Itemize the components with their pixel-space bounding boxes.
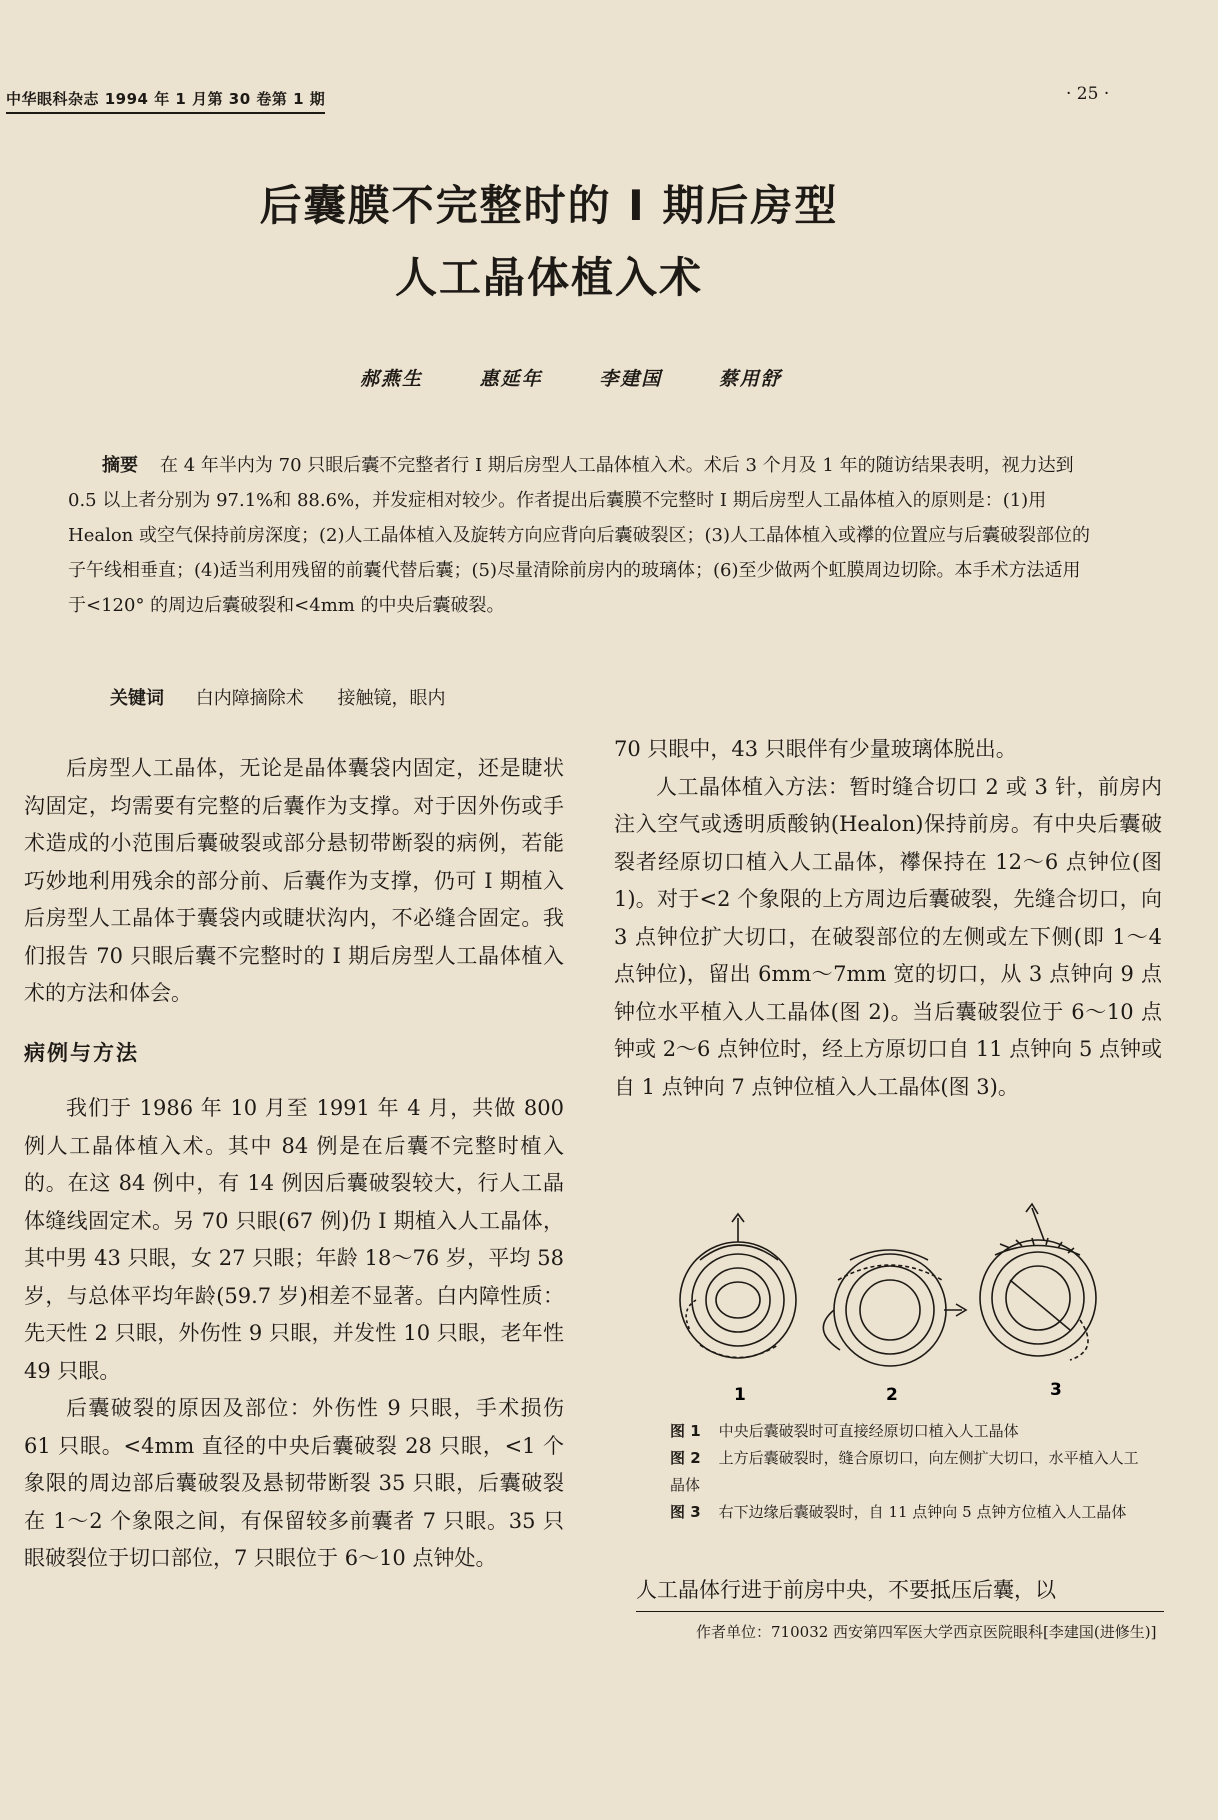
figure-caption: 图 1 中央后囊破裂时可直接经原切口植入人工晶体 [670,1422,1019,1440]
figure-illustration [660,1200,1130,1410]
author-affiliation [668,1618,1168,1647]
body-paragraph: 人工晶体植入方法：暂时缝合切口 2 或 3 针，前房内注入空气或透明质酸钠(Healon)保持前房。有中央后囊破裂者经原切口植入人工晶体，襻保持在 12～6 点钟位(图 1)。对于<2 个象限的上方周边后囊破裂，先缝合切口，向 3 点钟位扩大切口，在破裂部位的左侧或左下侧(即 1～4 点钟位)，留出 6mm～7mm 宽的切口，从 3 点钟向 9 点钟位水平植入人工晶体(图 2)。当后囊破裂位于 6～10 点钟或 2～6 点钟位时，经上方原切口自 11 点钟向 5 点钟或自 1 点钟向 7 点钟位植入人工晶体(图 3)。 [614,774,1162,1099]
abstract [68,448,1098,623]
diagram-1 [680,1214,796,1358]
intro-paragraph: 后房型人工晶体，无论是晶体囊袋内固定，还是睫状沟固定，均需要有完整的后囊作为支撑。对于因外伤或手术造成的小范围后囊破裂或部分悬韧带断裂的病例，若能巧妙地利用残余的部分前、后囊作为支撑，仍可 I 期植入后房型人工晶体于囊袋内或睫状沟内，不必缝合固定。我们报告 70 只眼后囊不完整时的 I 期后房型人工晶体植入术的方法和体会。 [24,756,564,1005]
keywords [110,684,473,710]
keyword: 接触镜，眼内 [337,688,446,709]
keywords-label: 关键词 [110,688,164,709]
figure-caption: 图 3 右下边缘后囊破裂时，自 11 点钟向 5 点钟方位植入人工晶体 [670,1503,1127,1521]
affiliation-text: 710032 西安第四军医大学西京医院眼科[李建国(进修生)] [771,1623,1157,1641]
running-head: 中华眼科杂志 1994 年 1 月第 30 卷第 1 期 [6,88,325,114]
abstract-label: 摘要 [102,455,138,476]
author-name: 郝燕生 [360,368,424,390]
figure-captions [670,1418,1150,1526]
body-paragraph-continued: 人工晶体行进于前房中央，不要抵压后囊，以 [636,1572,1164,1612]
author-name: 蔡用舒 [718,368,782,390]
article-title-line-1: 后囊膜不完整时的 I 期后房型 [259,181,839,230]
author-list [360,364,830,391]
section-heading: 病例与方法 [24,1040,139,1065]
diagram-2 [823,1250,966,1366]
figure-number: 3 [1050,1380,1062,1400]
left-column [24,750,564,1578]
figure-caption: 图 2 上方后囊破裂时，缝合原切口，向左侧扩大切口，水平植入人工晶体 [670,1449,1139,1494]
figure-number: 1 [734,1385,746,1405]
article-title-line-2: 人工晶体植入术 [394,253,703,302]
diagram-3 [980,1204,1096,1360]
figure-iol-diagrams [660,1200,1130,1410]
page-number: · 25 · [1066,84,1110,104]
author-name: 李建国 [599,368,663,390]
keyword: 白内障摘除术 [195,688,304,709]
figure-number: 2 [886,1385,898,1405]
body-paragraph: 我们于 1986 年 10 月至 1991 年 4 月，共做 800 例人工晶体植入术。其中 84 例是在后囊不完整时植入的。在这 84 例中，有 14 例因后囊破裂较大，行人工晶体缝线固定术。另 70 只眼(67 例)仍 I 期植入人工晶体，其中男 43 只眼，女 27 只眼；年龄 18～76 岁，平均 58 岁，与总体平均年龄(59.7 岁)相差不显著。白内障性质：先天性 2 只眼，外伤性 9 只眼，并发性 10 只眼，老年性 49 只眼。 [24,1096,564,1383]
body-paragraph: 70 只眼中，43 只眼伴有少量玻璃体脱出。 [614,737,1017,761]
author-name: 惠延年 [479,368,543,390]
affiliation-label: 作者单位： [696,1623,772,1641]
right-column [614,731,1162,1106]
body-paragraph: 后囊破裂的原因及部位：外伤性 9 只眼，手术损伤 61 只眼。<4mm 直径的中央后囊破裂 28 只眼，<1 个象限的周边部后囊破裂及悬韧带断裂 35 只眼，后囊破裂在 1～2 个象限之间，有保留较多前囊者 7 只眼。35 只眼破裂位于切口部位，7 只眼位于 6～10 点钟处。 [24,1396,564,1570]
abstract-text: 在 4 年半内为 70 只眼后囊不完整者行 I 期后房型人工晶体植入术。术后 3 个月及 1 年的随访结果表明，视力达到 0.5 以上者分别为 97.1%和 88.6%，并发症相对较少。作者提出后囊膜不完整时 I 期后房型人工晶体植入的原则是：(1)用 Healon 或空气保持前房深度；(2)人工晶体植入及旋转方向应背向后囊破裂区；(3)人工晶体植入或襻的位置应与后囊破裂部位的子午线相垂直；(4)适当利用残留的前囊代替后囊；(5)尽量清除前房内的玻璃体；(6)至少做两个虹膜周边切除。本手术方法适用于<120° 的周边后囊破裂和<4mm 的中央后囊破裂。 [68,455,1090,616]
